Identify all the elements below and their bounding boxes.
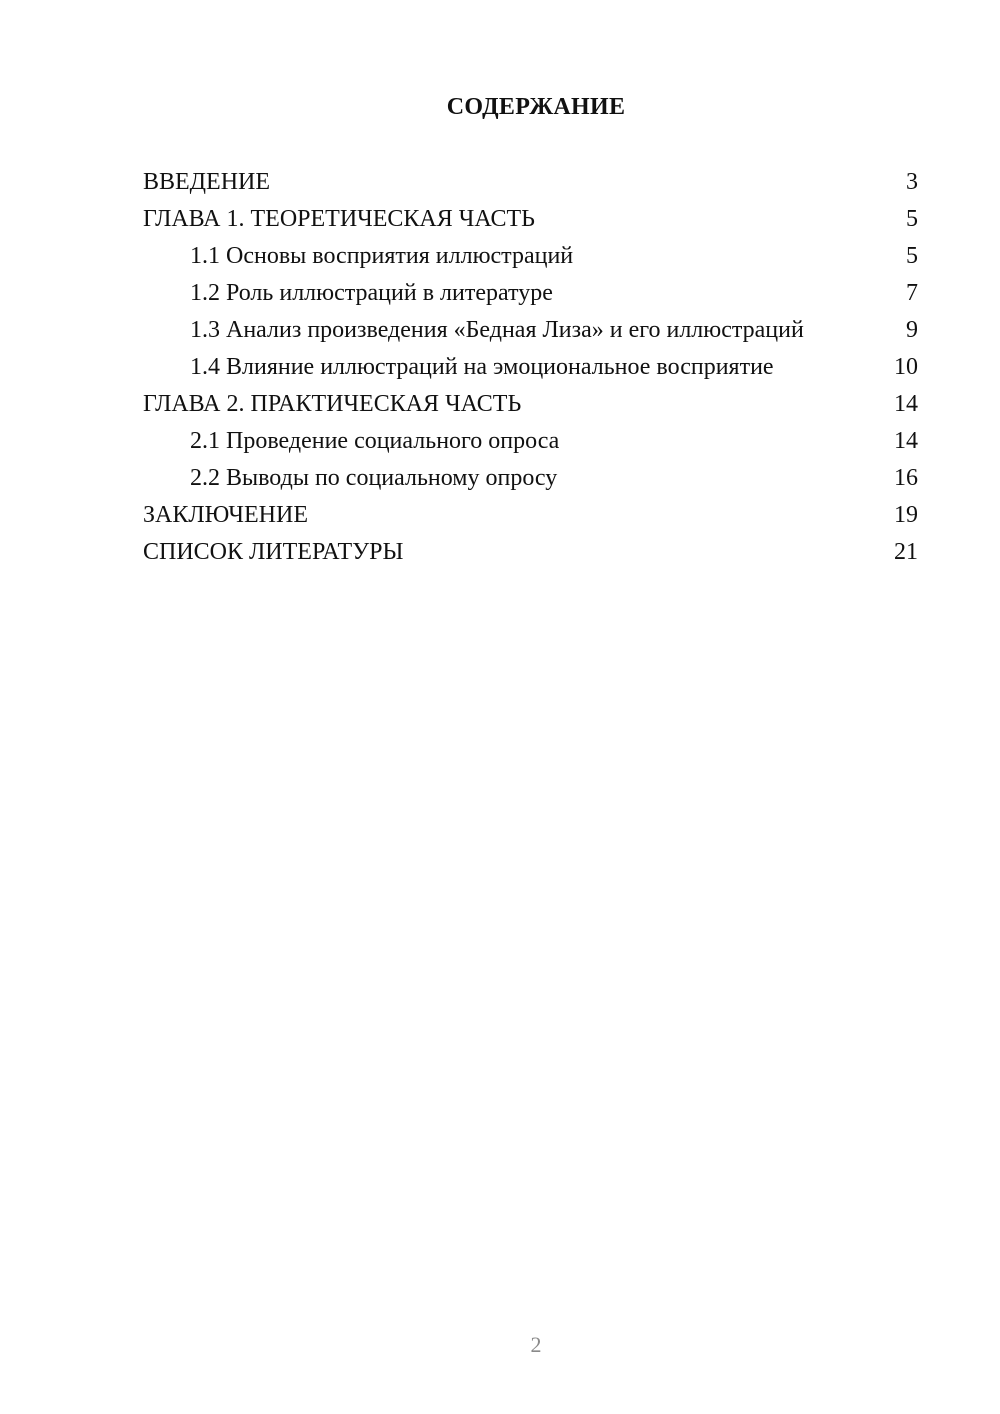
toc-entry-section-1-1[interactable] — [143, 242, 918, 270]
toc-entry-section-2-1[interactable] — [143, 427, 918, 455]
toc-entry-page: 5 — [906, 206, 918, 232]
toc-entry-page: 7 — [906, 280, 918, 306]
toc-entry-section-2-2[interactable] — [143, 464, 918, 492]
toc-entry-conclusion[interactable] — [143, 501, 918, 529]
toc-entry-chapter-1[interactable] — [143, 205, 918, 233]
toc-entry-label: 1.3 Анализ произведения «Бедная Лиза» и его иллюстраций — [190, 317, 804, 343]
toc-entry-label: СПИСОК ЛИТЕРАТУРЫ — [143, 539, 404, 565]
toc-entry-page: 5 — [906, 243, 918, 269]
toc-entry-label: 2.1 Проведение социального опроса — [190, 428, 560, 454]
toc-entry-page: 10 — [894, 354, 918, 380]
toc-entry-page: 3 — [906, 169, 918, 195]
toc-entry-page: 21 — [894, 539, 918, 565]
toc-entry-label: ГЛАВА 1. ТЕОРЕТИЧЕСКАЯ ЧАСТЬ — [143, 206, 535, 232]
toc-entry-label: 2.2 Выводы по социальному опросу — [190, 465, 558, 491]
toc-entry-label: 1.2 Роль иллюстраций в литературе — [190, 280, 553, 306]
toc-entry-page: 16 — [894, 465, 918, 491]
toc-entry-label: 1.4 Влияние иллюстраций на эмоциональное восприятие — [190, 354, 774, 380]
toc-entry-section-1-4[interactable] — [143, 353, 918, 381]
toc-entry-section-1-2[interactable] — [143, 279, 918, 307]
toc-entry-chapter-2[interactable] — [143, 390, 918, 418]
toc-entry-page: 19 — [894, 502, 918, 528]
toc-entry-section-1-3[interactable] — [143, 316, 918, 344]
toc-entry-page: 14 — [894, 428, 918, 454]
toc-entry-label: ГЛАВА 2. ПРАКТИЧЕСКАЯ ЧАСТЬ — [143, 391, 522, 417]
page-title: СОДЕРЖАНИЕ — [446, 94, 626, 120]
toc-entry-label: 1.1 Основы восприятия иллюстраций — [190, 243, 574, 269]
toc-entry-references[interactable] — [143, 538, 918, 566]
table-of-contents — [143, 168, 918, 575]
page-number: 2 — [530, 1332, 542, 1357]
toc-entry-label: ВВЕДЕНИЕ — [143, 169, 271, 195]
toc-entry-page: 14 — [894, 391, 918, 417]
toc-entry-introduction[interactable] — [143, 168, 918, 196]
toc-entry-label: ЗАКЛЮЧЕНИЕ — [143, 502, 308, 528]
toc-entry-page: 9 — [906, 317, 918, 343]
